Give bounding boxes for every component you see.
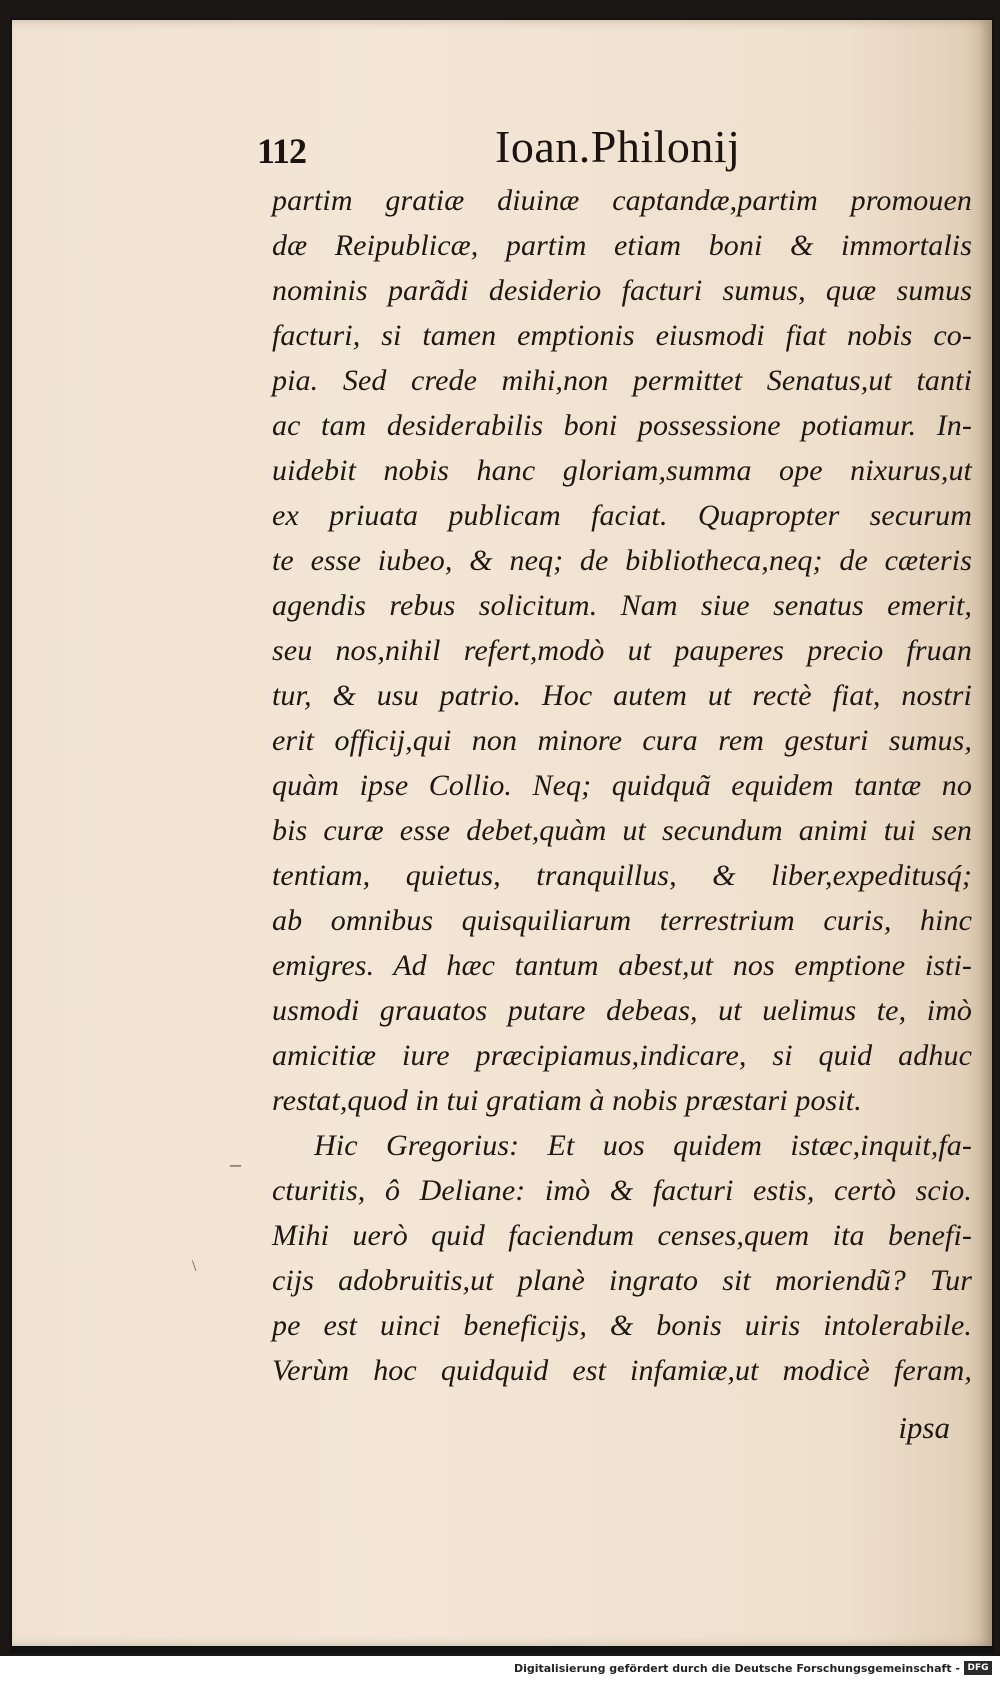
text-line: Hic Gregorius: Et uos quidem istæc,inquit,fa- — [314, 1129, 972, 1162]
footer-bar — [0, 1656, 1000, 1682]
text-line: usmodi grauatos putare debeas, ut uelimus te, imò — [272, 994, 972, 1027]
text-line: tentiam, quietus, tranquillus, & liber,expeditusq́; — [272, 859, 972, 892]
scan-frame — [10, 18, 994, 1653]
text-line: ab omnibus quisquiliarum terrestrium curis, hinc — [272, 904, 972, 937]
catchword: ipsa — [898, 1410, 950, 1445]
text-line: te esse iubeo, & neq; de bibliotheca,neq; de cæteris — [272, 544, 972, 577]
text-line: erit officij,qui non minore cura rem gesturi sumus, — [272, 724, 972, 757]
text-line: emigres. Ad hæc tantum abest,ut nos emptione isti- — [272, 949, 972, 982]
text-line: Mihi uerò quid faciendum censes,quem ita benefi- — [272, 1219, 972, 1252]
text-line: cturitis, ô Deliane: imò & facturi estis, certò scio. — [272, 1174, 972, 1207]
text-line: tur, & usu patrio. Hoc autem ut rectè fiat, nostri — [272, 679, 972, 712]
text-line: ex priuata publicam faciat. Quapropter securum — [272, 499, 972, 532]
text-line: dæ Reipublicæ, partim etiam boni & immortalis — [272, 229, 972, 262]
text-line: bis curæ esse debet,quàm ut secundum animi tui sen — [272, 814, 972, 847]
text-line: seu nos,nihil refert,modò ut pauperes precio fruan — [272, 634, 972, 667]
dfg-logo-icon: DFG — [964, 1661, 992, 1675]
text-line: cijs adobruitis,ut planè ingrato sit moriendũ? Tur — [272, 1264, 972, 1297]
text-line: Verùm hoc quidquid est infamiæ,ut modicè feram, — [272, 1354, 972, 1387]
body-text — [272, 178, 972, 1393]
running-title: Ioan.Philonij — [495, 121, 741, 172]
book-page — [12, 20, 992, 1646]
text-line: ac tam desiderabilis boni possessione potiamur. In- — [272, 409, 972, 442]
text-line: uidebit nobis hanc gloriam,summa ope nixurus,ut — [272, 454, 972, 487]
text-line: agendis rebus solicitum. Nam siue senatus emerit, — [272, 589, 972, 622]
text-line: pe est uinci beneficijs, & bonis uiris intolerabile. — [272, 1309, 972, 1342]
text-line: nominis parãdi desiderio facturi sumus, quæ sumus — [272, 274, 972, 307]
folio-number: 112 — [257, 131, 307, 171]
text-line: facturi, si tamen emptionis eiusmodi fiat nobis co- — [272, 319, 972, 352]
page-header — [257, 120, 977, 180]
margin-mark: – — [230, 1151, 241, 1176]
text-line: quàm ipse Collio. Neq; quidquã equidem tantæ no — [272, 769, 972, 802]
text-line: pia. Sed crede mihi,non permittet Senatus,ut tanti — [272, 364, 972, 397]
margin-tick-mark: \ — [192, 1258, 197, 1275]
text-line: partim gratiæ diuinæ captandæ,partim promouen — [272, 184, 972, 217]
funding-credit: Digitalisierung gefördert durch die Deutsche Forschungsgemeinschaft - — [513, 1662, 960, 1675]
text-line: restat,quod in tui gratiam à nobis præstari posit. — [272, 1084, 862, 1117]
text-line: amicitiæ iure præcipiamus,indicare, si quid adhuc — [272, 1039, 972, 1072]
